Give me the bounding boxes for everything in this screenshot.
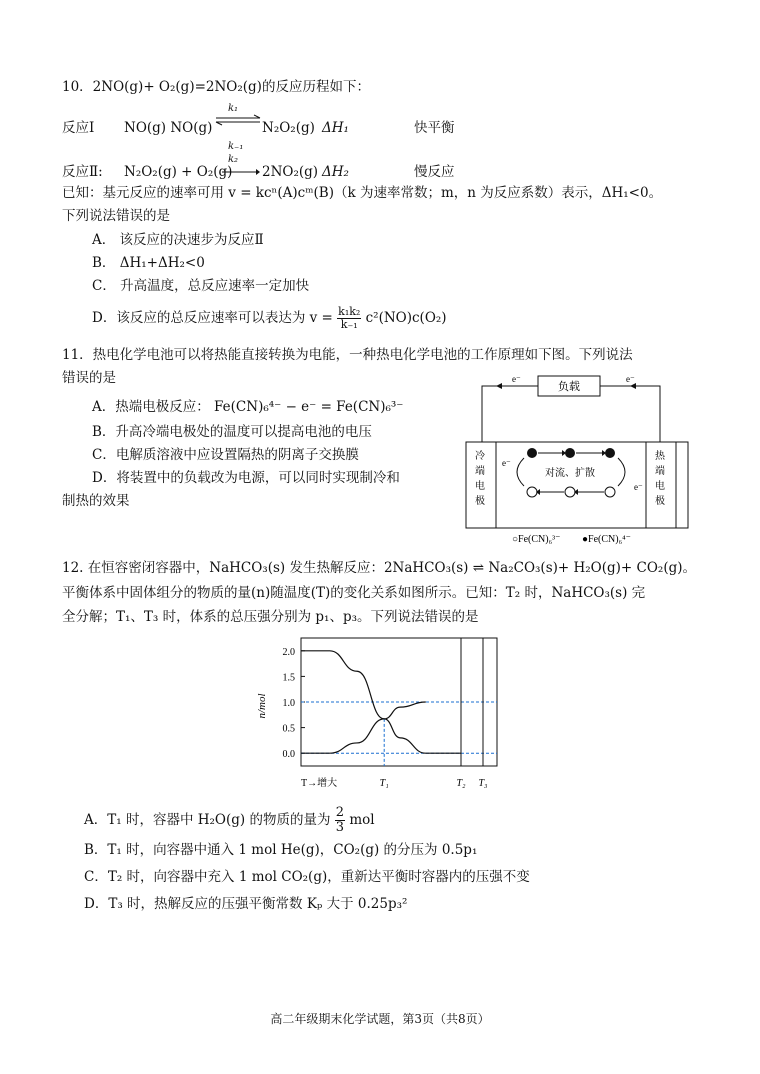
electron-right-label: e⁻ <box>626 374 635 384</box>
thermo-cell-diagram <box>462 372 692 558</box>
hot-char-2: 端 <box>655 466 665 477</box>
q10-step1-label: 反应Ⅰ <box>62 120 95 136</box>
q12-option-a <box>84 806 375 835</box>
equilibrium-arrow-icon <box>214 114 264 126</box>
flow-label: 对流、扩散 <box>545 468 595 479</box>
y-axis-label: n/mol <box>256 693 268 719</box>
y-tick-label: 0.5 <box>282 723 295 735</box>
ferrocyanide-dot <box>527 448 537 458</box>
q10-option-d <box>92 306 447 331</box>
q12-a-unit: mol <box>349 812 375 828</box>
page-footer: 高二年级期末化学试题，第3页（共8页） <box>270 1012 490 1026</box>
q10-option-a: A． 该反应的决速步为反应Ⅱ <box>92 232 264 248</box>
ferrocyanide-dot <box>605 448 615 458</box>
ferricyanide-dot <box>527 487 537 497</box>
y-tick-label: 1.5 <box>282 672 295 684</box>
q10-rate-fraction <box>337 306 361 331</box>
q11-stem-line2: 错误的是 <box>62 370 116 386</box>
x-axis-label: T→增大 <box>301 778 338 789</box>
arrow-right-icon <box>220 167 260 177</box>
x-tick-label: T₁ <box>379 778 389 789</box>
x-tick-label: T₃ <box>478 778 488 789</box>
q10-ask: 下列说法错误的是 <box>62 208 170 224</box>
q11-option-d-line2: 制热的效果 <box>62 493 130 509</box>
cold-char-1: 冷 <box>475 451 485 462</box>
ferricyanide-dot <box>565 487 575 497</box>
q10-rate-denominator: k₋₁ <box>340 318 358 331</box>
q12-stem-line1: 12. 在恒容密闭容器中，NaHCO₃(s) 发生热解反应：2NaHCO₃(s) ⇌ Na₂CO₃(s)+ H₂O(g)+ CO₂(g)。 <box>62 560 697 576</box>
electron-left-label: e⁻ <box>512 374 521 384</box>
q12-option-b: B．T₁ 时，向容器中通入 1 mol He(g)，CO₂(g) 的分压为 0.5p₁ <box>84 842 478 858</box>
ferricyanide-dot <box>605 487 615 497</box>
q12-stem-line3: 全分解；T₁、T₃ 时，体系的总压强分别为 p₁、p₃。下列说法错误的是 <box>62 609 479 625</box>
q10-k-1: k₋₁ <box>228 141 244 152</box>
q10-step1-left: NO(g) NO(g) <box>124 120 213 136</box>
q10-k2: k₂ <box>228 154 239 165</box>
q10-step1-right: N₂O₂(g) <box>262 120 315 136</box>
q10-step2-note: 慢反应 <box>414 164 455 180</box>
hot-char-1: 热 <box>655 451 665 462</box>
q12-stem-line2: 平衡体系中固体组分的物质的量(n)随温度(T)的变化关系如图所示。已知：T₂ 时，NaHCO₃(s) 完 <box>62 585 646 601</box>
q12-a-denominator: 3 <box>335 820 345 835</box>
q10-stem: 10．2NO(g)+ O₂(g)=2NO₂(g)的反应历程如下： <box>62 79 370 95</box>
q11-option-d-line1: D．将装置中的负载改为电源，可以同时实现制冷和 <box>92 470 400 486</box>
q12-a-fraction <box>335 806 345 835</box>
q10-option-d-text: D．该反应的总反应速率可以表达为 v = <box>92 310 333 326</box>
q10-known: 已知：基元反应的速率可用 v = kcⁿ(A)cᵐ(B)（k 为速率常数；m，n 为反应系数）表示，ΔH₁<0。 <box>62 185 663 201</box>
legend-ferricyanide: ○Fe(CN)₆³⁻ <box>512 534 561 545</box>
y-tick-label: 0.0 <box>282 749 295 761</box>
cold-char-2: 端 <box>475 466 485 477</box>
y-tick-label: 1.0 <box>282 698 295 709</box>
q12-option-c: C．T₂ 时，向容器中充入 1 mol CO₂(g)，重新达平衡时容器内的压强不变 <box>84 869 530 885</box>
y-tick-label: 2.0 <box>282 646 295 658</box>
q11-option-b: B．升高冷端电极处的温度可以提高电池的电压 <box>92 424 372 440</box>
q10-step2-label: 反应Ⅱ: <box>62 164 103 180</box>
q10-rate-conc: c²(NO)c(O₂) <box>365 310 447 326</box>
q10-k1: k₁ <box>228 103 239 114</box>
series-curve <box>301 702 426 753</box>
q12-option-d: D．T₃ 时，热解反应的压强平衡常数 Kₚ 大于 0.25p₃² <box>84 896 408 912</box>
electron-out-label: e⁻ <box>634 482 643 492</box>
q12-option-a-text: A．T₁ 时，容器中 H₂O(g) 的物质的量为 <box>84 812 331 828</box>
hot-char-3: 电 <box>655 481 665 492</box>
legend-ferrocyanide: ●Fe(CN)₆⁴⁻ <box>582 534 631 545</box>
cold-char-4: 极 <box>475 496 485 507</box>
q11-stem-line1: 11．热电化学电池可以将热能直接转换为电能，一种热电化学电池的工作原理如下图。下列说法 <box>62 347 633 363</box>
q10-step1-dh: ΔH₁ <box>322 120 349 136</box>
q10-step2-left: N₂O₂(g) + O₂(g) <box>124 164 233 180</box>
q10-rate-numerator: k₁k₂ <box>338 305 361 318</box>
q12-a-numerator: 2 <box>335 805 345 820</box>
cold-char-3: 电 <box>475 481 485 492</box>
n-vs-temperature-chart <box>255 636 515 796</box>
hot-char-4: 极 <box>655 496 665 507</box>
q10-step1-note: 快平衡 <box>414 120 455 136</box>
q10-step2-dh: ΔH₂ <box>322 164 349 180</box>
ferrocyanide-dot <box>565 448 575 458</box>
load-label: 负载 <box>558 381 580 393</box>
q11-option-c: C．电解质溶液中应设置隔热的阴离子交换膜 <box>92 447 359 463</box>
q10-option-c: C． 升高温度，总反应速率一定加快 <box>92 278 310 294</box>
q11-option-a: A．热端电极反应： Fe(CN)₆⁴⁻ − e⁻ = Fe(CN)₆³⁻ <box>92 399 404 415</box>
electron-in-label: e⁻ <box>502 458 511 468</box>
q10-option-b: B． ΔH₁+ΔH₂<0 <box>92 255 205 271</box>
x-tick-label: T₂ <box>456 778 466 789</box>
q10-step2-right: 2NO₂(g) <box>262 164 319 180</box>
